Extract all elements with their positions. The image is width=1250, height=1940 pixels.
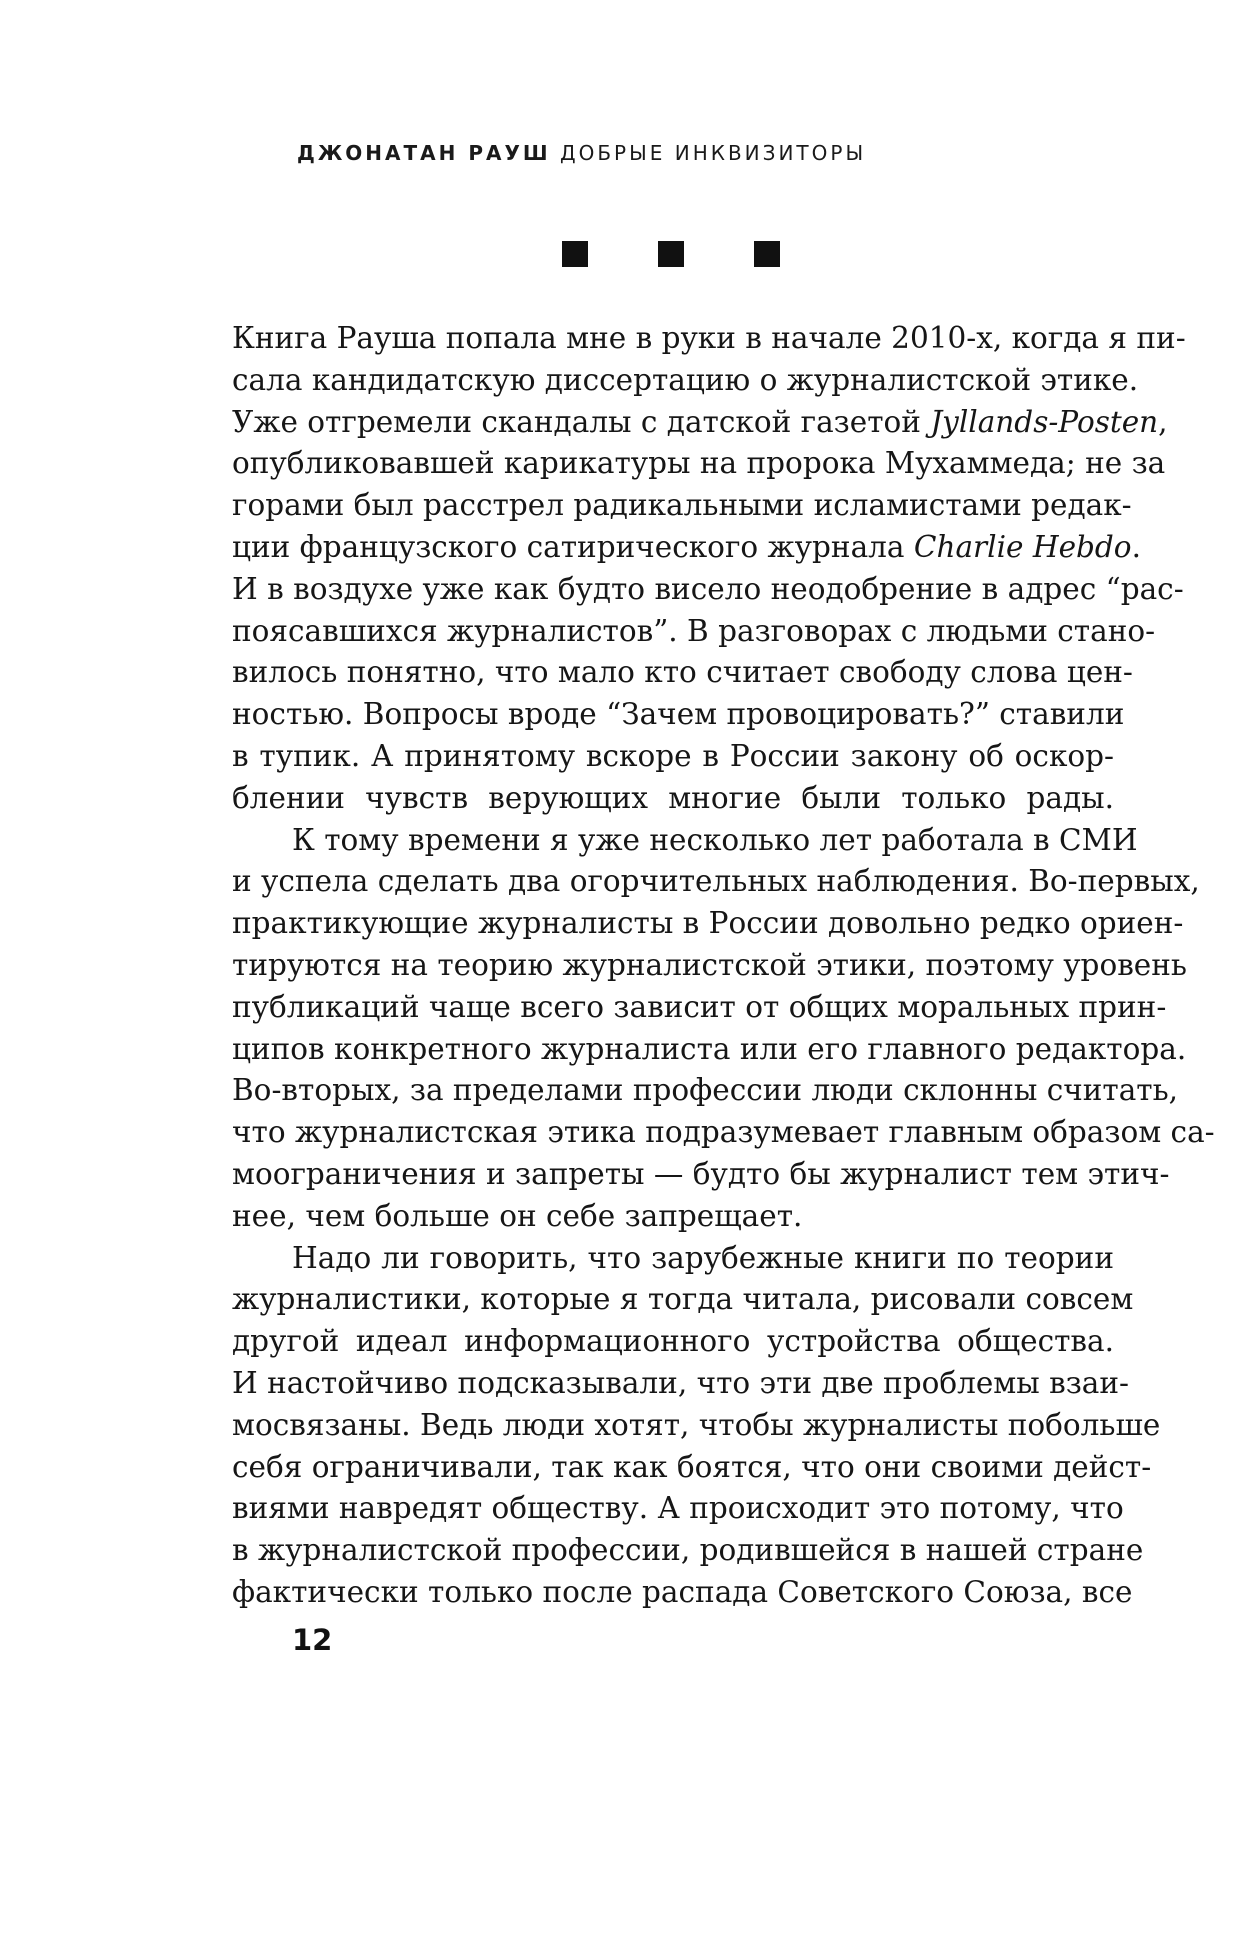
text-run: Уже отгремели скандалы с датской газетой (232, 404, 931, 439)
text-run: и успела сделать два огорчительных наблюдения. Во-первых, (232, 864, 1200, 899)
paragraph (232, 820, 1215, 1238)
text-run: публикаций чаще всего зависит от общих моральных прин- (232, 989, 1167, 1024)
ornament-square (658, 241, 684, 267)
text-run: К тому времени я уже несколько лет работала в СМИ (292, 822, 1138, 857)
text-line (232, 694, 1125, 736)
text-run: тируются на теорию журналистской этики, поэтому уровень (232, 947, 1187, 982)
running-head (297, 141, 866, 165)
text-line (232, 861, 1200, 903)
text-run: , (1158, 404, 1168, 439)
text-line (232, 945, 1187, 987)
text-run: другой идеал информационного устройства общества. (232, 1324, 1114, 1359)
text-line (232, 611, 1156, 653)
text-run: нее, чем больше он себе запрещает. (232, 1198, 803, 1233)
text-run: в тупик. А принятому вскоре в России закону об оскор- (232, 738, 1114, 773)
text-run: ции французского сатирического журнала (232, 529, 914, 564)
text-line (232, 1196, 1114, 1238)
text-line (232, 1405, 1161, 1447)
text-line (232, 443, 1166, 485)
text-line (232, 1279, 1134, 1321)
italic-text: Jyllands-Posten (930, 404, 1159, 439)
text-line (232, 1572, 1133, 1614)
page-number: 12 (292, 1623, 333, 1657)
text-run: Во-вторых, за пределами профессии люди склонны считать, (232, 1073, 1179, 1108)
text-line (232, 1070, 1179, 1112)
text-line (232, 569, 1184, 611)
text-line (232, 527, 1141, 569)
text-line (232, 360, 1139, 402)
body-text (232, 318, 1215, 1614)
ornament-square (562, 241, 588, 267)
text-line (232, 1488, 1124, 1530)
text-line (232, 485, 1132, 527)
text-run: горами был расстрел радикальными исламистами редак- (232, 488, 1132, 523)
text-run: сала кандидатскую диссертацию о журналистской этике. (232, 362, 1139, 397)
text-run: виями навредят обществу. А происходит это потому, что (232, 1491, 1124, 1526)
text-run: мосвязаны. Ведь люди хотят, чтобы журналисты побольше (232, 1407, 1161, 1442)
text-run: практикующие журналисты в России довольно редко ориен- (232, 906, 1184, 941)
text-line (232, 987, 1167, 1029)
text-line (232, 1363, 1130, 1405)
text-run: журналистики, которые я тогда читала, рисовали совсем (232, 1282, 1134, 1317)
paragraph (232, 318, 1186, 820)
section-break-ornament (562, 241, 780, 267)
text-run: опубликовавшей карикатуры на пророка Мухаммеда; не за (232, 446, 1166, 481)
text-line (232, 820, 1138, 862)
text-run: . (1131, 529, 1141, 564)
text-run: И в воздухе уже как будто висело неодобрение в адрес “рас- (232, 571, 1184, 606)
text-run: Книга Рауша попала мне в руки в начале 2010-х, когда я пи- (232, 321, 1186, 355)
text-line (232, 778, 1114, 820)
italic-text: Charlie Hebdo (913, 529, 1132, 564)
text-run: вилось понятно, что мало кто считает свободу слова цен- (232, 655, 1133, 690)
paragraph (232, 1238, 1161, 1614)
text-run: блении чувств верующих многие были только рады. (232, 780, 1114, 815)
text-run: в журналистской профессии, родившейся в нашей стране (232, 1533, 1144, 1568)
text-line (232, 1238, 1114, 1280)
text-run: себя ограничивали, так как боятся, что они своими дейст- (232, 1449, 1152, 1484)
running-head-title: ДОБРЫЕ ИНКВИЗИТОРЫ (559, 141, 867, 165)
text-run: фактически только после распада Советского Союза, все (232, 1574, 1133, 1609)
text-line (232, 1112, 1215, 1154)
text-run: И настойчиво подсказывали, что эти две проблемы взаи- (232, 1365, 1130, 1400)
text-line (232, 903, 1184, 945)
ornament-square (754, 241, 780, 267)
text-line (232, 652, 1133, 694)
text-line (232, 1321, 1114, 1363)
text-run: поясавшихся журналистов”. В разговорах с людьми стано- (232, 613, 1156, 648)
text-line (232, 1029, 1187, 1071)
text-line (232, 318, 1186, 360)
text-run: Надо ли говорить, что зарубежные книги по теории (292, 1240, 1114, 1275)
text-line (232, 402, 1168, 444)
text-line (232, 1447, 1152, 1489)
text-line (232, 1154, 1170, 1196)
text-run: что журналистская этика подразумевает главным образом са- (232, 1115, 1215, 1150)
text-line (232, 1530, 1144, 1572)
text-run: моограничения и запреты — будто бы журналист тем этич- (232, 1156, 1170, 1191)
text-run: ностью. Вопросы вроде “Зачем провоцировать?” ставили (232, 697, 1125, 732)
text-run: ципов конкретного журналиста или его главного редактора. (232, 1031, 1187, 1066)
text-line (232, 736, 1114, 778)
running-head-author: ДЖОНАТАН РАУШ (297, 141, 551, 165)
